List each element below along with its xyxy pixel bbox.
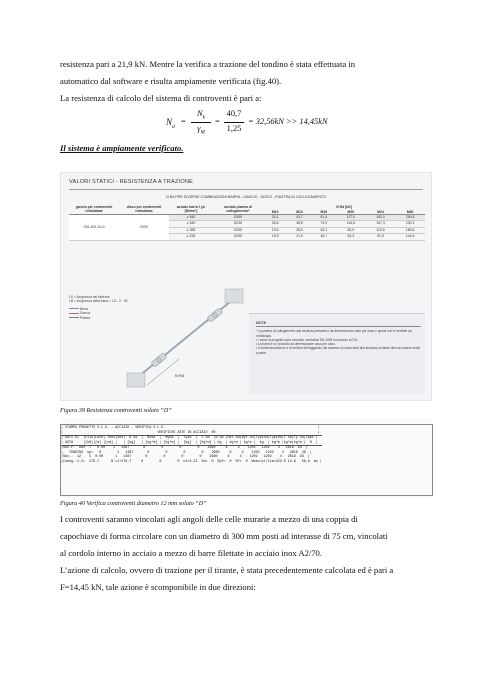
printout-line: |Sez.. 12 5 0.00 1 1487 0 0 0 0 2960 6 4 1202 1202 4 2619 93 |	[61, 455, 310, 460]
table-cell: 74,9	[312, 221, 336, 227]
printout-line: | VERIFICHE ASTE IN ACCIAIO 80 |	[61, 430, 320, 435]
table-cell: 30,1	[263, 215, 287, 221]
fraction-numerator: $N_k$	[197, 109, 205, 121]
disc-lower	[157, 358, 161, 362]
column-header: disco per controventi rothoblaas	[119, 204, 169, 215]
table-cell: 48,7	[312, 234, 336, 240]
paragraph-line: resistenza pari a 21,9 kN. Mentre la verifica a trazione del tondino è stata effettuata in	[60, 59, 356, 69]
table-cell: 21,9	[287, 234, 311, 240]
table-cell: 82,9	[336, 227, 366, 233]
printout-line: |Sez.P. 980 7 0.00 1 1487 0 0 0 0 2960 6 4 1202 1202 4 2619 93 |	[61, 445, 322, 451]
printout-line: | TONDINO sp= 0 1 1487 0 0 0 0 2960 6 4 1202 1202 4 2619 49 |	[61, 450, 312, 455]
equation-lhs: $N_d$	[166, 117, 175, 130]
table-cell: 53,1	[312, 227, 336, 233]
table-cell: 189,8	[395, 227, 425, 233]
note-title: NOTE	[256, 321, 421, 327]
equals-sign: =	[215, 117, 220, 126]
fraction-numerator: 40,7	[226, 109, 242, 118]
table-cell: 183,0	[366, 215, 396, 221]
table-cell: 43,7	[287, 215, 311, 221]
paragraph-line: F=14,45 kN, tale azione è scomponibile in due direzioni:	[60, 582, 256, 592]
column-header: M30	[395, 209, 425, 215]
legend-item: Piastra	[69, 316, 127, 320]
table-cell: 167,3	[366, 221, 396, 227]
note-item: • La barra è un prodotto da dimensionare caso per caso.	[256, 342, 336, 347]
fraction-line	[224, 122, 244, 123]
plate-swatch	[69, 317, 79, 318]
notes	[256, 321, 421, 355]
printout-line: | DATI DI |Filo|Luce| Tens|Sez| N Sd | NxSd | MySd | TySd | T Sd |N Sd |Def.Sd|Nyf.Sd|TypiSd|TypiRd|T Sd|Ty Sd|Capt |	[61, 435, 322, 441]
column-header: M12	[287, 209, 311, 215]
figure-40-verification-printout	[60, 418, 432, 498]
legend-item: Gancio	[69, 311, 127, 315]
table-cell: 290,8	[395, 215, 425, 221]
table-cell: ≥ 355	[169, 227, 213, 233]
table-cell: 81,4	[312, 215, 336, 221]
note-item: * La piastra di collegamento alla struttura portante e da dimensionare caso per caso e quindi non è fornibile da rothoblaas.	[256, 329, 412, 338]
bar-swatch	[69, 308, 79, 309]
force-label: N Rd	[175, 373, 185, 378]
column-header: M10	[263, 209, 287, 215]
table-cell: S235	[213, 221, 263, 227]
column-header: M16	[312, 209, 336, 215]
figure-caption: Figura 40 Verifica controventi diametro 12 mm solaio “D”	[60, 500, 207, 507]
table-cell: S235	[213, 227, 263, 233]
paragraph-line: capochiave di forma circolare con un diametro di 300 mm posti ad interasse di 75 cm, vincolati	[60, 531, 388, 541]
table-cell: 15,9	[263, 234, 287, 240]
table-cell: 63,3	[336, 234, 366, 240]
column-header: acciaio barra f y,k [N/mm²]	[169, 204, 213, 215]
divider	[249, 313, 425, 314]
resistance-table	[69, 204, 425, 241]
table-cell: 28,5	[287, 227, 311, 233]
table-cell: DISS	[119, 215, 169, 241]
table-cell: S235	[213, 234, 263, 240]
table-cell: ≥ 640	[169, 215, 213, 221]
paragraph-line: La resistenza di calcolo del sistema di controventi è pari a:	[60, 93, 262, 103]
disc-upper	[213, 313, 217, 317]
note-item: • I valori di progetto sono secondo normativa EN 1993 in accordo a ETA.	[256, 337, 359, 342]
divider	[69, 189, 423, 190]
hook-swatch	[69, 313, 79, 314]
conclusion-text: Il sistema è ampiamente verificato.	[60, 143, 184, 153]
table-cell: ≥ 540	[169, 221, 213, 227]
figure-header: VALORI STATICI - RESISTENZA A TRAZIONE	[69, 179, 194, 185]
table-cell: 19,6	[263, 227, 287, 233]
equals-sign: =	[181, 117, 186, 126]
table-cell: 116,5	[336, 221, 366, 227]
fraction-line	[191, 122, 211, 123]
figure-39-resistance-table	[60, 172, 432, 401]
bracing-system-diagram	[121, 281, 261, 393]
table-cell: 25,6	[263, 221, 287, 227]
printout-line: |Coeeg.:1.2= 279.7 N'=1+279.7 0 0 0 n1=0.32 Im= 0 Rpf= 0 Rf= 0 Weau/pl/Iim=222.0 14.8 58.6 ms |	[61, 459, 322, 464]
printout-text	[61, 426, 322, 464]
threaded-bar-core	[133, 293, 241, 381]
equation-result: = 32,56kN >> 14,45kN	[248, 117, 328, 126]
column-header: M20	[336, 209, 366, 215]
column-header: M24	[366, 209, 396, 215]
table-cell: 144,6	[395, 234, 425, 240]
figure-subheader: N Rd PER DIVERSE COMBINAZIONI BARRA - GANCIO - DISCO - PIASTRA DI COLLEGAMENTO	[166, 195, 326, 199]
table-cell: ≥ 235	[169, 234, 213, 240]
note-item: • Il dimensionamento e la verifica dell'aggancio del sistema di controventi alla struttura portante devono essere svolti a parte.	[256, 346, 420, 355]
legend-item: Barra	[69, 307, 127, 311]
table-cell: GIS-400-10-D	[69, 215, 119, 241]
table-cell: S355	[213, 215, 263, 221]
printout-line: | ASTA |[kN]|[m] |[cm] | | [kg] | [kg*m] | [kg*m] | [kg] | [kg*m] | kg | kg*m | kg*m | kg | kg*m |kg*m|kg*m | % |	[61, 440, 318, 445]
table-cell: 230,1	[395, 221, 425, 227]
legend-line: LB = lunghezza della barra = LS - 2 · 28	[69, 299, 128, 304]
paragraph-line: al cordolo interno in acciaio a mezzo di barre filettate in acciaio inox A2/70.	[60, 548, 323, 558]
legend-line: LS = lunghezza del sistema	[69, 295, 110, 299]
paragraph-line: L’azione di calcolo, ovvero di trazione per il tirante, è stata precedentemente calcolata ed è pari a	[60, 565, 394, 575]
column-header: acciaio piastra di collegamento*	[213, 204, 263, 215]
table-cell: 38,5	[287, 221, 311, 227]
paragraph-line: automatico dal software e risulta ampiamente verificata (fig.40).	[60, 76, 282, 86]
printout-line: | STAMPA PROGETTO S.L.U. - ACCIAIO - VERIFICA S.L.E. |	[61, 426, 320, 430]
column-header: gancio per controventi rothoblaas	[69, 204, 119, 215]
paragraph-line: I controventi saranno vincolati agli angoli delle celle murarie a mezzo di una coppia di	[60, 514, 358, 524]
legend	[69, 295, 127, 320]
table-cell: 91,5	[366, 234, 396, 240]
fraction-denominator: $\gamma_M$	[197, 124, 205, 136]
table-cell: 119,5	[366, 227, 396, 233]
fraction-denominator: 1,25	[226, 124, 242, 133]
table-cell: 127,0	[336, 215, 366, 221]
group-header: N Rd [kN]	[336, 204, 352, 209]
connection-plate-lower	[127, 373, 145, 387]
connection-plate-upper	[225, 289, 243, 303]
figure-caption: Figura 39 Resistenza controventi solaio “D”	[60, 407, 172, 414]
